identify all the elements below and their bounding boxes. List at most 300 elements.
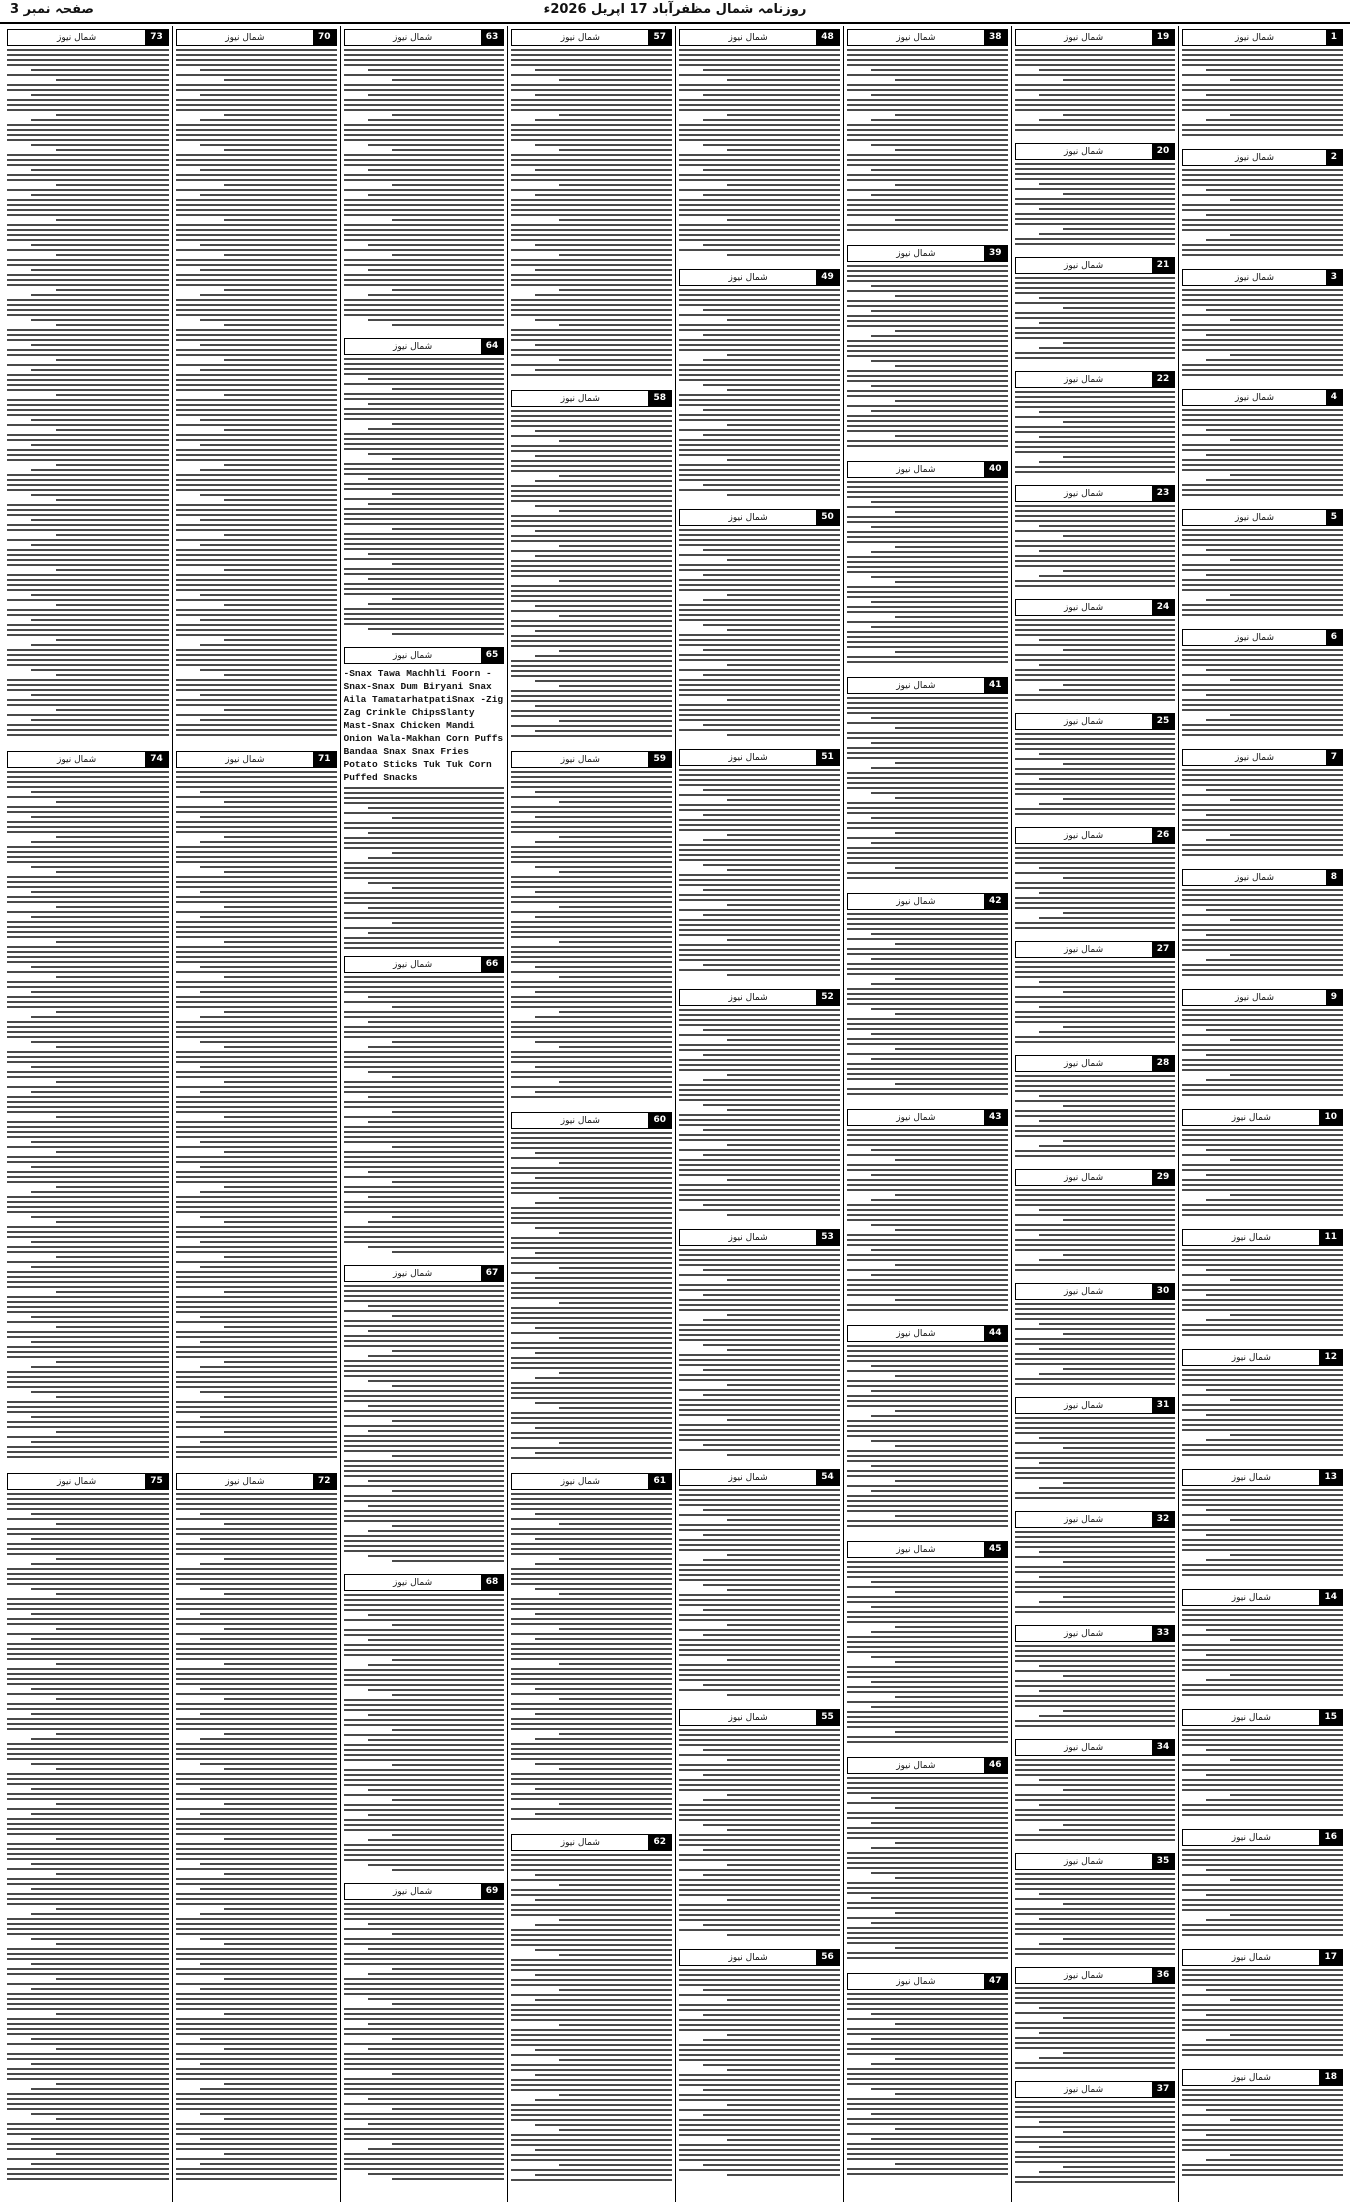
text-line (176, 1868, 337, 1870)
text-line (1182, 1154, 1343, 1156)
text-line (344, 583, 505, 585)
text-line (511, 1608, 672, 1610)
text-line (368, 1355, 505, 1357)
text-line (847, 1294, 1008, 1296)
news-item-body (1182, 889, 1343, 976)
text-line (7, 901, 169, 903)
text-line (31, 444, 168, 446)
news-item-header (847, 677, 1008, 694)
news-item (1015, 1850, 1176, 1960)
text-line (1230, 1794, 1343, 1796)
text-line (847, 1189, 1008, 1191)
text-line (7, 354, 169, 356)
text-line (7, 2133, 169, 2135)
text-line (871, 1872, 1008, 1874)
text-line (1015, 352, 1176, 354)
text-line (847, 1164, 1008, 1166)
text-line (368, 1480, 505, 1482)
text-line (1182, 589, 1343, 591)
text-line (847, 355, 1008, 357)
text-line (1182, 1499, 1343, 1501)
text-line (511, 1944, 672, 1946)
text-line (847, 1676, 1008, 1678)
text-line (847, 1134, 1008, 1136)
news-item (1015, 140, 1176, 250)
text-line (847, 837, 1008, 839)
text-line (176, 599, 337, 601)
text-line (679, 819, 840, 821)
text-line (7, 629, 169, 631)
text-line (847, 2133, 1008, 2135)
text-line (344, 199, 505, 201)
text-line (679, 1049, 840, 1051)
text-line (368, 503, 505, 505)
text-line (7, 399, 169, 401)
text-line (56, 1431, 169, 1433)
product-list-text: -Snax Tawa Machhli Foorn -Snax-Snax Dum Biryani Snax Aila TamatarhatpatiSnax -Zig Zag Crinkle ChipsSlanty Mast-Snax Chicken Mandi Onion Wala-Makhan Corn Puffs Bandaa Snax Snax Fries Potato Sticks Tuk Tuk Corn Puffed Snacks (343, 668, 504, 783)
news-item (679, 266, 840, 502)
text-line (1015, 1992, 1176, 1994)
text-line (1182, 1009, 1343, 1011)
text-line (368, 403, 505, 405)
text-line (7, 896, 169, 898)
text-line (511, 139, 672, 141)
text-line (1182, 434, 1343, 436)
news-item-number: 34 (1152, 1740, 1175, 1755)
text-line (679, 134, 840, 136)
text-line (847, 179, 1008, 181)
text-line (511, 2044, 672, 2046)
news-item-number: 70 (313, 30, 336, 45)
text-line (344, 1470, 505, 1472)
text-line (1015, 49, 1176, 51)
news-item-category: شمال نیوز (57, 754, 97, 765)
text-line (511, 1051, 672, 1053)
text-line (368, 119, 505, 121)
text-line (535, 1427, 672, 1429)
text-line (679, 1604, 840, 1606)
text-line (368, 1171, 505, 1173)
text-line (1182, 459, 1343, 461)
text-line (224, 1628, 337, 1630)
text-line (679, 84, 840, 86)
text-line (1015, 1383, 1176, 1385)
news-item-category: شمال نیوز (1064, 32, 1104, 43)
text-line (7, 1828, 169, 1830)
news-item-number: 23 (1152, 486, 1175, 501)
text-line (511, 134, 672, 136)
text-line (511, 1929, 672, 1931)
text-line (7, 876, 169, 878)
text-line (1182, 494, 1343, 496)
text-line (511, 565, 672, 567)
text-line (176, 2143, 337, 2145)
text-line (703, 1444, 840, 1446)
news-item-body (344, 1594, 505, 1871)
news-item-body (1182, 2089, 1343, 2176)
text-line (176, 1106, 337, 1108)
text-line (1015, 1001, 1176, 1003)
text-line (200, 1191, 337, 1193)
text-line (511, 374, 672, 376)
text-line (511, 1703, 672, 1705)
text-line (535, 505, 672, 507)
news-item-body (176, 49, 337, 736)
text-line (847, 1154, 1008, 1156)
text-line (871, 2013, 1008, 2015)
text-line (703, 334, 840, 336)
text-line (511, 74, 672, 76)
text-line (344, 84, 505, 86)
text-line (535, 555, 672, 557)
text-line (224, 1943, 337, 1945)
text-line (847, 1651, 1008, 1653)
text-line (1015, 1492, 1176, 1494)
text-line (847, 1475, 1008, 1477)
text-line (679, 1194, 840, 1196)
text-line (200, 1988, 337, 1990)
text-line (176, 89, 337, 91)
text-line (7, 1493, 169, 1495)
text-line (1015, 1645, 1176, 1647)
news-column (843, 26, 1011, 2202)
text-line (727, 594, 840, 596)
text-line (679, 1379, 840, 1381)
text-line (511, 1934, 672, 1936)
text-line (1182, 1014, 1343, 1016)
text-line (847, 214, 1008, 216)
text-line (1182, 2149, 1343, 2151)
text-line (176, 1958, 337, 1960)
news-item-number: 71 (313, 752, 336, 767)
text-line (1039, 2146, 1176, 2148)
text-line (511, 1753, 672, 1755)
text-line (1182, 469, 1343, 471)
text-line (847, 2008, 1008, 2010)
news-item-body (847, 1777, 1008, 1959)
text-line (1230, 79, 1343, 81)
news-item-number: 59 (648, 752, 671, 767)
text-line (224, 1221, 337, 1223)
text-line (1015, 654, 1176, 656)
text-line (1015, 887, 1176, 889)
text-line (1182, 1644, 1343, 1646)
text-line (511, 249, 672, 251)
text-line (511, 1137, 672, 1139)
text-line (1015, 332, 1176, 334)
text-line (679, 539, 840, 541)
text-line (559, 440, 672, 442)
text-line (511, 1904, 672, 1906)
text-line (895, 1807, 1008, 1809)
text-line (344, 942, 505, 944)
text-line (344, 1485, 505, 1487)
text-line (679, 1539, 840, 1541)
text-line (176, 1371, 337, 1373)
text-line (847, 2098, 1008, 2100)
text-line (31, 69, 168, 71)
news-item-number: 5 (1326, 510, 1342, 525)
text-line (1230, 1674, 1343, 1676)
text-line (847, 606, 1008, 608)
text-line (176, 2178, 337, 2180)
text-line (847, 923, 1008, 925)
text-line (1206, 94, 1343, 96)
text-line (871, 1922, 1008, 1924)
text-line (871, 576, 1008, 578)
text-line (31, 966, 168, 968)
text-line (679, 529, 840, 531)
text-line (176, 1973, 337, 1975)
text-line (176, 1181, 337, 1183)
text-line (511, 700, 672, 702)
text-line (1015, 1318, 1176, 1320)
text-line (7, 1633, 169, 1635)
text-line (727, 939, 840, 941)
text-line (511, 811, 672, 813)
text-line (1015, 1784, 1176, 1786)
text-line (176, 239, 337, 241)
text-line (511, 921, 672, 923)
text-line (535, 816, 672, 818)
text-line (176, 304, 337, 306)
text-line (344, 1410, 505, 1412)
text-line (847, 747, 1008, 749)
text-line (344, 986, 505, 988)
text-line (679, 404, 840, 406)
text-line (176, 1683, 337, 1685)
text-line (847, 54, 1008, 56)
text-line (1063, 421, 1176, 423)
text-line (847, 1485, 1008, 1487)
text-line (368, 1555, 505, 1557)
text-line (847, 154, 1008, 156)
text-line (1182, 929, 1343, 931)
text-line (344, 827, 505, 829)
text-line (392, 2143, 505, 2145)
text-line (344, 1320, 505, 1322)
text-line (679, 694, 840, 696)
news-item-number: 49 (816, 270, 839, 285)
text-line (1015, 1873, 1176, 1875)
text-line (1182, 179, 1343, 181)
news-item-number: 27 (1152, 942, 1175, 957)
text-line (1182, 1069, 1343, 1071)
text-line (679, 139, 840, 141)
text-line (679, 1869, 840, 1871)
text-line (344, 1056, 505, 1058)
text-line (511, 1683, 672, 1685)
text-line (344, 1983, 505, 1985)
text-line (1206, 1749, 1343, 1751)
text-line (679, 794, 840, 796)
text-line (1182, 1254, 1343, 1256)
text-line (847, 1787, 1008, 1789)
text-line (176, 1126, 337, 1128)
text-line (511, 1573, 672, 1575)
text-line (1015, 84, 1176, 86)
text-line (679, 854, 840, 856)
text-line (7, 559, 169, 561)
text-line (1182, 209, 1343, 211)
text-line (679, 609, 840, 611)
text-line (176, 911, 337, 913)
text-line (176, 264, 337, 266)
text-line (511, 1212, 672, 1214)
text-line (679, 829, 840, 831)
text-line (224, 149, 337, 151)
news-item-header (1015, 1511, 1176, 1528)
text-line (176, 384, 337, 386)
text-line (7, 881, 169, 883)
news-item-category: شمال نیوز (1064, 602, 1104, 613)
text-line (1015, 748, 1176, 750)
text-line (1182, 1409, 1343, 1411)
text-line (7, 1121, 169, 1123)
text-line (703, 1344, 840, 1346)
text-line (1015, 1417, 1176, 1419)
news-item-category: شمال نیوز (1231, 1352, 1271, 1363)
text-line (176, 2108, 337, 2110)
text-line (176, 1658, 337, 1660)
text-line (559, 114, 672, 116)
text-line (1015, 1660, 1176, 1662)
text-line (511, 986, 672, 988)
text-line (511, 450, 672, 452)
text-line (176, 74, 337, 76)
text-line (176, 1301, 337, 1303)
text-line (1206, 69, 1343, 71)
text-line (56, 1803, 169, 1805)
text-line (344, 927, 505, 929)
text-line (1015, 1650, 1176, 1652)
text-line (200, 791, 337, 793)
text-line (679, 179, 840, 181)
text-line (344, 1086, 505, 1088)
text-line (1182, 1274, 1343, 1276)
news-item (176, 748, 337, 1466)
text-line (1015, 74, 1176, 76)
text-line (368, 1639, 505, 1641)
text-line (224, 639, 337, 641)
text-line (1015, 188, 1176, 190)
text-line (1015, 1189, 1176, 1191)
text-line (847, 1073, 1008, 1075)
text-line (1182, 829, 1343, 831)
text-line (176, 729, 337, 731)
text-line (847, 1952, 1008, 1954)
text-line (7, 1251, 169, 1253)
text-line (1015, 922, 1176, 924)
text-line (871, 842, 1008, 844)
text-line (703, 1104, 840, 1106)
text-line (679, 204, 840, 206)
text-line (368, 478, 505, 480)
text-line (368, 1948, 505, 1950)
text-line (176, 1171, 337, 1173)
text-line (344, 1156, 505, 1158)
news-item (344, 1880, 505, 2185)
text-line (344, 1963, 505, 1965)
text-line (1182, 484, 1343, 486)
text-line (1182, 699, 1343, 701)
news-item-number: 14 (1319, 1590, 1342, 1605)
text-line (679, 1019, 840, 1021)
text-line (344, 897, 505, 899)
text-line (511, 826, 672, 828)
news-item-number: 16 (1319, 1830, 1342, 1845)
text-line (31, 1613, 168, 1615)
text-line (176, 249, 337, 251)
text-line (679, 899, 840, 901)
text-line (559, 149, 672, 151)
text-line (7, 1898, 169, 1900)
text-line (847, 913, 1008, 915)
text-line (1015, 238, 1176, 240)
text-line (56, 1326, 169, 1328)
text-line (511, 2169, 672, 2171)
text-line (847, 1028, 1008, 1030)
text-line (7, 214, 169, 216)
text-line (703, 359, 840, 361)
news-item-body (847, 265, 1008, 447)
text-line (56, 1081, 169, 1083)
text-line (7, 1973, 169, 1975)
text-line (847, 481, 1008, 483)
text-line (511, 640, 672, 642)
text-line (703, 1924, 840, 1926)
text-line (224, 801, 337, 803)
text-line (368, 1305, 505, 1307)
text-line (392, 1181, 505, 1183)
text-line (847, 104, 1008, 106)
text-line (344, 1001, 505, 1003)
text-line (727, 1214, 840, 1216)
text-line (368, 807, 505, 809)
newspaper-title: روزنامہ شمال مظفرآباد 17 اپریل 2026ء (543, 2, 807, 17)
text-line (368, 832, 505, 834)
text-line (679, 1364, 840, 1366)
text-line (535, 1899, 672, 1901)
text-line (7, 1406, 169, 1408)
text-line (727, 1829, 840, 1831)
text-line (559, 1337, 672, 1339)
text-line (703, 1369, 840, 1371)
text-line (344, 1938, 505, 1940)
text-line (727, 184, 840, 186)
text-line (559, 801, 672, 803)
news-item-number: 53 (816, 1230, 839, 1245)
text-line (679, 1804, 840, 1806)
text-line (344, 1609, 505, 1611)
text-line (1182, 464, 1343, 466)
text-line (559, 1162, 672, 1164)
news-item (679, 746, 840, 982)
text-line (847, 1269, 1008, 1271)
text-line (1015, 2141, 1176, 2143)
text-line (200, 719, 337, 721)
text-line (1063, 1140, 1176, 1142)
text-line (1039, 297, 1176, 299)
text-line (176, 981, 337, 983)
news-item (1015, 1394, 1176, 1504)
news-item-header (847, 1757, 1008, 1774)
text-line (344, 189, 505, 191)
text-line (7, 224, 169, 226)
text-line (511, 2079, 672, 2081)
news-item-number: 38 (984, 30, 1007, 45)
text-line (200, 594, 337, 596)
